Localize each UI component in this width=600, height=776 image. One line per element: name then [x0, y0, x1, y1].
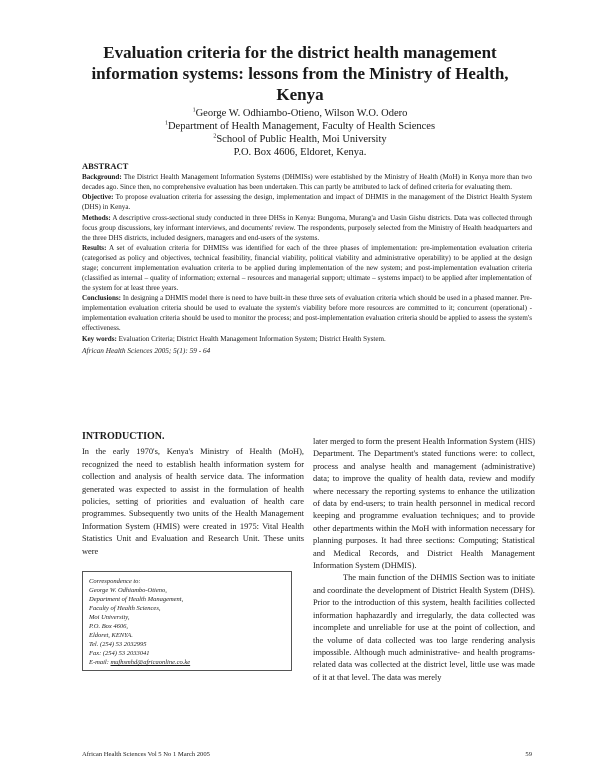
intro-paragraph-right-1: later merged to form the present Health Information System (HIS) Department. The Department's stated functions were: to collect, process and analyse health and management (administrative) data; to improve the quality of health data, review and modify where necessary the reporting systems to enhance the utilization of data by end-users; to train health personnel in medical record keeping and programme evaluation techniques; and to provide other departments within the MoH with information necessary for planning purposes. It had three sections: Computing; Statistical and Medical Records, and District Health Management Information System (DHMIS). — [313, 437, 535, 571]
correspondence-name: George W. Odhiambo-Otieno, — [89, 587, 167, 594]
journal-citation: African Health Sciences 2005; 5(1): 59 - 64 — [82, 346, 211, 356]
intro-right-column — [313, 436, 535, 684]
affiliation-2: $^2$School of Public Health, Moi University — [213, 133, 387, 145]
author-block — [150, 107, 450, 159]
correspondence-dept: Department of Health Management, — [89, 596, 184, 603]
paper-title: Evaluation criteria for the district health management information systems: lessons from the Ministry of Health, Kenya — [91, 43, 509, 104]
intro-paragraph-left: In the early 1970's, Kenya's Ministry of Health (MoH), recognized the need to establish health information system for collection and analysis of health service data. The information generated was expected to assist in the formulation of health policies, setting of priorities and evaluation of health care programmes. Subsequently two units of the Health Management Information System (HMIS) were created in 1975: Vital Health Statistics Unit and Evaluation and Research Unit. These units were — [82, 447, 304, 556]
abstract-results: Results: A set of evaluation criteria for DHMISs was identified for each of the three phases of implementation: pre-implementation evaluation criteria (categorised as policy and objectives, technical feasibility, financial viability, political viability and administrative operability) to be applied at the design stage; concurrent implementation evaluation criteria to be applied during implementation of the new system; and post-implementation evaluation criteria (classified as internal – quality of information; external – resources and managerial support; ultimate – systems impact) to be applied after implementation of the system for at least three years. — [82, 244, 533, 292]
correspondence-label: Correspondence to: — [89, 578, 141, 585]
footer-journal: African Health Sciences Vol 5 No 1 March 2005 — [82, 751, 210, 758]
abstract-section — [82, 162, 532, 356]
affiliation-1: $^1$Department of Health Management, Faculty of Health Sciences — [164, 120, 436, 132]
abstract-background: Background: The District Health Management Information Systems (DHMISs) were established by the Ministry of Health (MoH) in Kenya more than two decades ago. Since then, no comprehensive evaluation has been undertaken. This can partly be attributed to lack of defined criteria for evaluating them. — [82, 172, 532, 191]
abstract-heading: ABSTRACT — [82, 161, 129, 171]
affiliation-address: P.O. Box 4606, Eldoret, Kenya. — [233, 147, 367, 158]
correspondence-fax: Fax: (254) 53 2033041 — [89, 650, 150, 657]
abstract-conclusions: Conclusions: In designing a DHMIS model there is need to have built-in these three sets of evaluation criteria which should be used in a phased manner. Pre-implementation evaluation criteria should be used to evaluate the system's viability before more resources are committed to it; concurrent (operational) - implementation evaluation criteria should be used to monitor the process; and post-implementation evaluation criteria should be applied to assess the system's effectiveness. — [82, 294, 532, 332]
intro-paragraph-right-2: The main function of the DHMIS Section was to initiate and coordinate the development of District Health System (DHS). Prior to the introduction of this system, health facilities collected information haphazardly and irregularly, the data collected was incomplete and unreliable for use at the point of collection, and the volume of data collected was too large rendering analysis impossible. Although much administrative- and health programs-related data was collected at the district level, little use was made of it at that level. The data was merely — [313, 573, 535, 682]
intro-heading: INTRODUCTION. — [82, 431, 165, 442]
page-footer — [82, 751, 532, 758]
correspondence-box — [82, 571, 292, 671]
correspondence-university: Moi University, — [89, 614, 130, 621]
correspondence-tel: Tel. (254) 53 2032995 — [89, 641, 147, 648]
abstract-keywords: Key words: Evaluation Criteria; District Health Management Information System; District Health System. — [82, 334, 386, 343]
correspondence-faculty: Faculty of Health Sciences, — [89, 605, 161, 612]
correspondence-box-number: P.O. Box 4606, — [89, 623, 129, 630]
correspondence-email-line: E-mail: mufhsmhd@africaonline.co.ke — [89, 659, 191, 666]
footer-page-number: 59 — [525, 751, 532, 758]
email-link[interactable]: mufhsmhd@africaonline.co.ke — [110, 659, 191, 666]
author-names: $^1$George W. Odhiambo-Otieno, Wilson W.O. Odero — [192, 107, 408, 119]
intro-left-column — [82, 431, 304, 558]
correspondence-city: Eldoret, KENYA. — [89, 632, 133, 639]
abstract-objective: Objective: To propose evaluation criteria for assessing the design, implementation and impact of DHMIS in the management of the District Health System (DHS) in Kenya. — [82, 193, 532, 212]
abstract-methods: Methods: A descriptive cross-sectional study conducted in three DHSs in Kenya: Bungoma, Murang'a and Uasin Gishu districts. Data was collected through focus group discussions, key informant interviews, and documents' review. The respondents, purposely selected from the Ministry of Health headquarters and the three DHS districts, included designers, managers and end-users of the systems. — [82, 213, 532, 242]
